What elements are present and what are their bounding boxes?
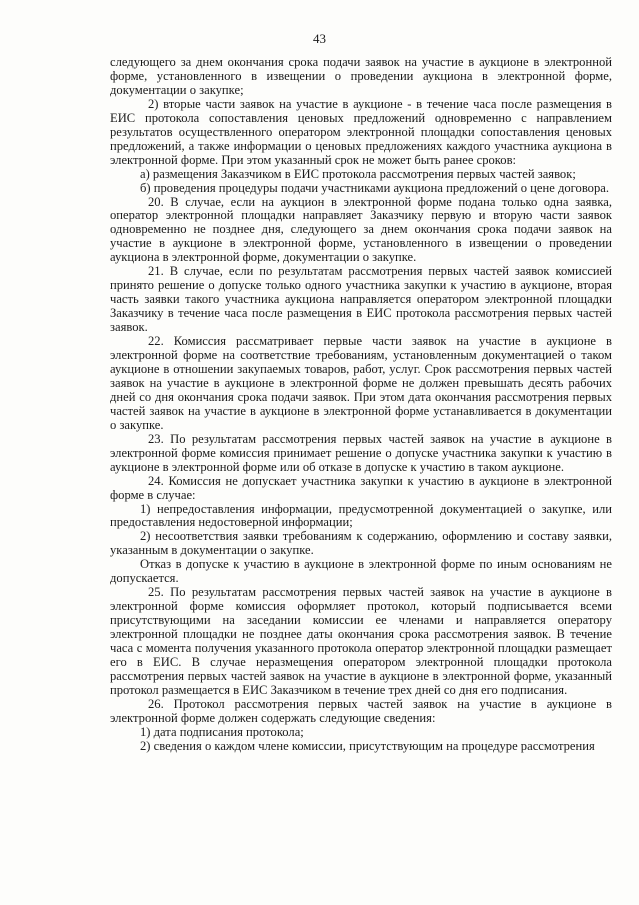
paragraph-24: 24. Комиссия не допускает участника закупки к участию в аукционе в электронной форме в случае: [110, 473, 612, 502]
paragraph-item-a: а) размещения Заказчиком в ЕИС протокола рассмотрения первых частей заявок; [140, 166, 576, 181]
paragraph-25: 25. По результатам рассмотрения первых частей заявок на участие в аукционе в электронной форме комиссия оформляет протокол, который подписывается всеми присутствующими на заседании комиссии ее членами и направляется оператору электронной площадки не позднее даты окончания срока рассмотрения заявок. В течение часа с момента получения указанного протокола оператор электронной площадки размещает его в ЕИС. В случае неразмещения оператором электронной площадки протокола рассмотрения первых частей заявок на участие в аукционе в электронной форме, указанный протокол размещается в ЕИС Заказчиком в течение трех дней со дня его подписания. [110, 585, 612, 697]
page-number: 43 [313, 31, 326, 46]
paragraph-21: 21. В случае, если по результатам рассмотрения первых частей заявок комиссией принято решение о допуске только одного участника закупки к участию в аукционе, вторая часть заявки такого участника аукциона направляется оператором электронной площадки Заказчику в течение часа после размещения в ЕИС протокола рассмотрения первых частей заявок. [110, 264, 612, 335]
paragraph-24-item-1: 1) непредоставления информации, предусмотренной документацией о закупке, или предоставления недостоверной информации; [110, 501, 612, 530]
paragraph-22: 22. Комиссия рассматривает первые части заявок на участие в аукционе в электронной форме на соответствие требованиям, установленным документацией о таком аукционе в отношении закупаемых товаров, работ, услуг. Срок рассмотрения первых частей заявок на участие в аукционе в электронной форме не должен превышать десять рабочих дней со дня окончания срока подачи заявок. При этом дата окончания рассмотрения первых частей заявок на участие в аукционе в электронной форме устанавливается в документации о закупке. [110, 334, 612, 432]
paragraph-26-item-2: 2) сведения о каждом члене комиссии, присутствующим на процедуре рассмотрения [140, 738, 595, 753]
paragraph-23: 23. По результатам рассмотрения первых частей заявок на участие в аукционе в электронной форме комиссия принимает решение о допуске участника закупки к участию в аукционе в электронной форме или об отказе в допуске к участию в таком аукционе. [110, 431, 612, 474]
document-text [110, 56, 612, 754]
paragraph-item-b: б) проведения процедуры подачи участниками аукциона предложений о цене договора. [140, 180, 610, 195]
paragraph-26: 26. Протокол рассмотрения первых частей заявок на участие в аукционе в электронной форме должен содержать следующие сведения: [110, 696, 612, 725]
paragraph-26-item-1: 1) дата подписания протокола; [140, 724, 304, 739]
paragraph-24-item-2: 2) несоответствия заявки требованиям к содержанию, оформлению и составу заявки, указанным в документации о закупке. [110, 529, 612, 558]
paragraph-continuation: следующего за днем окончания срока подачи заявок на участие в аукционе в электронной форме, установленного в извещении о проведении аукциона в электронной форме, документации о закупке; [110, 55, 612, 97]
paragraph-refusal: Отказ в допуске к участию в аукционе в электронной форме по иным основаниям не допускается. [110, 557, 612, 586]
paragraph-item-2: 2) вторые части заявок на участие в аукционе - в течение часа после размещения в ЕИС протокола сопоставления ценовых предложений одновременно с направлением результатов осуществленного оператором электронной площадки сопоставления ценовых предложений, а также информации о ценовых предложениях каждого участника аукциона в электронной форме. При этом указанный срок не может быть ранее сроков: [110, 96, 612, 167]
paragraph-20: 20. В случае, если на аукцион в электронной форме подана только одна заявка, оператор электронной площадки направляет Заказчику первую и вторую части заявок одновременно не позднее дня, следующего за днем окончания срока подачи заявок на участие в аукционе в электронной форме, установленного в извещении о проведении аукциона в электронной форме, документации о закупке. [110, 194, 612, 265]
